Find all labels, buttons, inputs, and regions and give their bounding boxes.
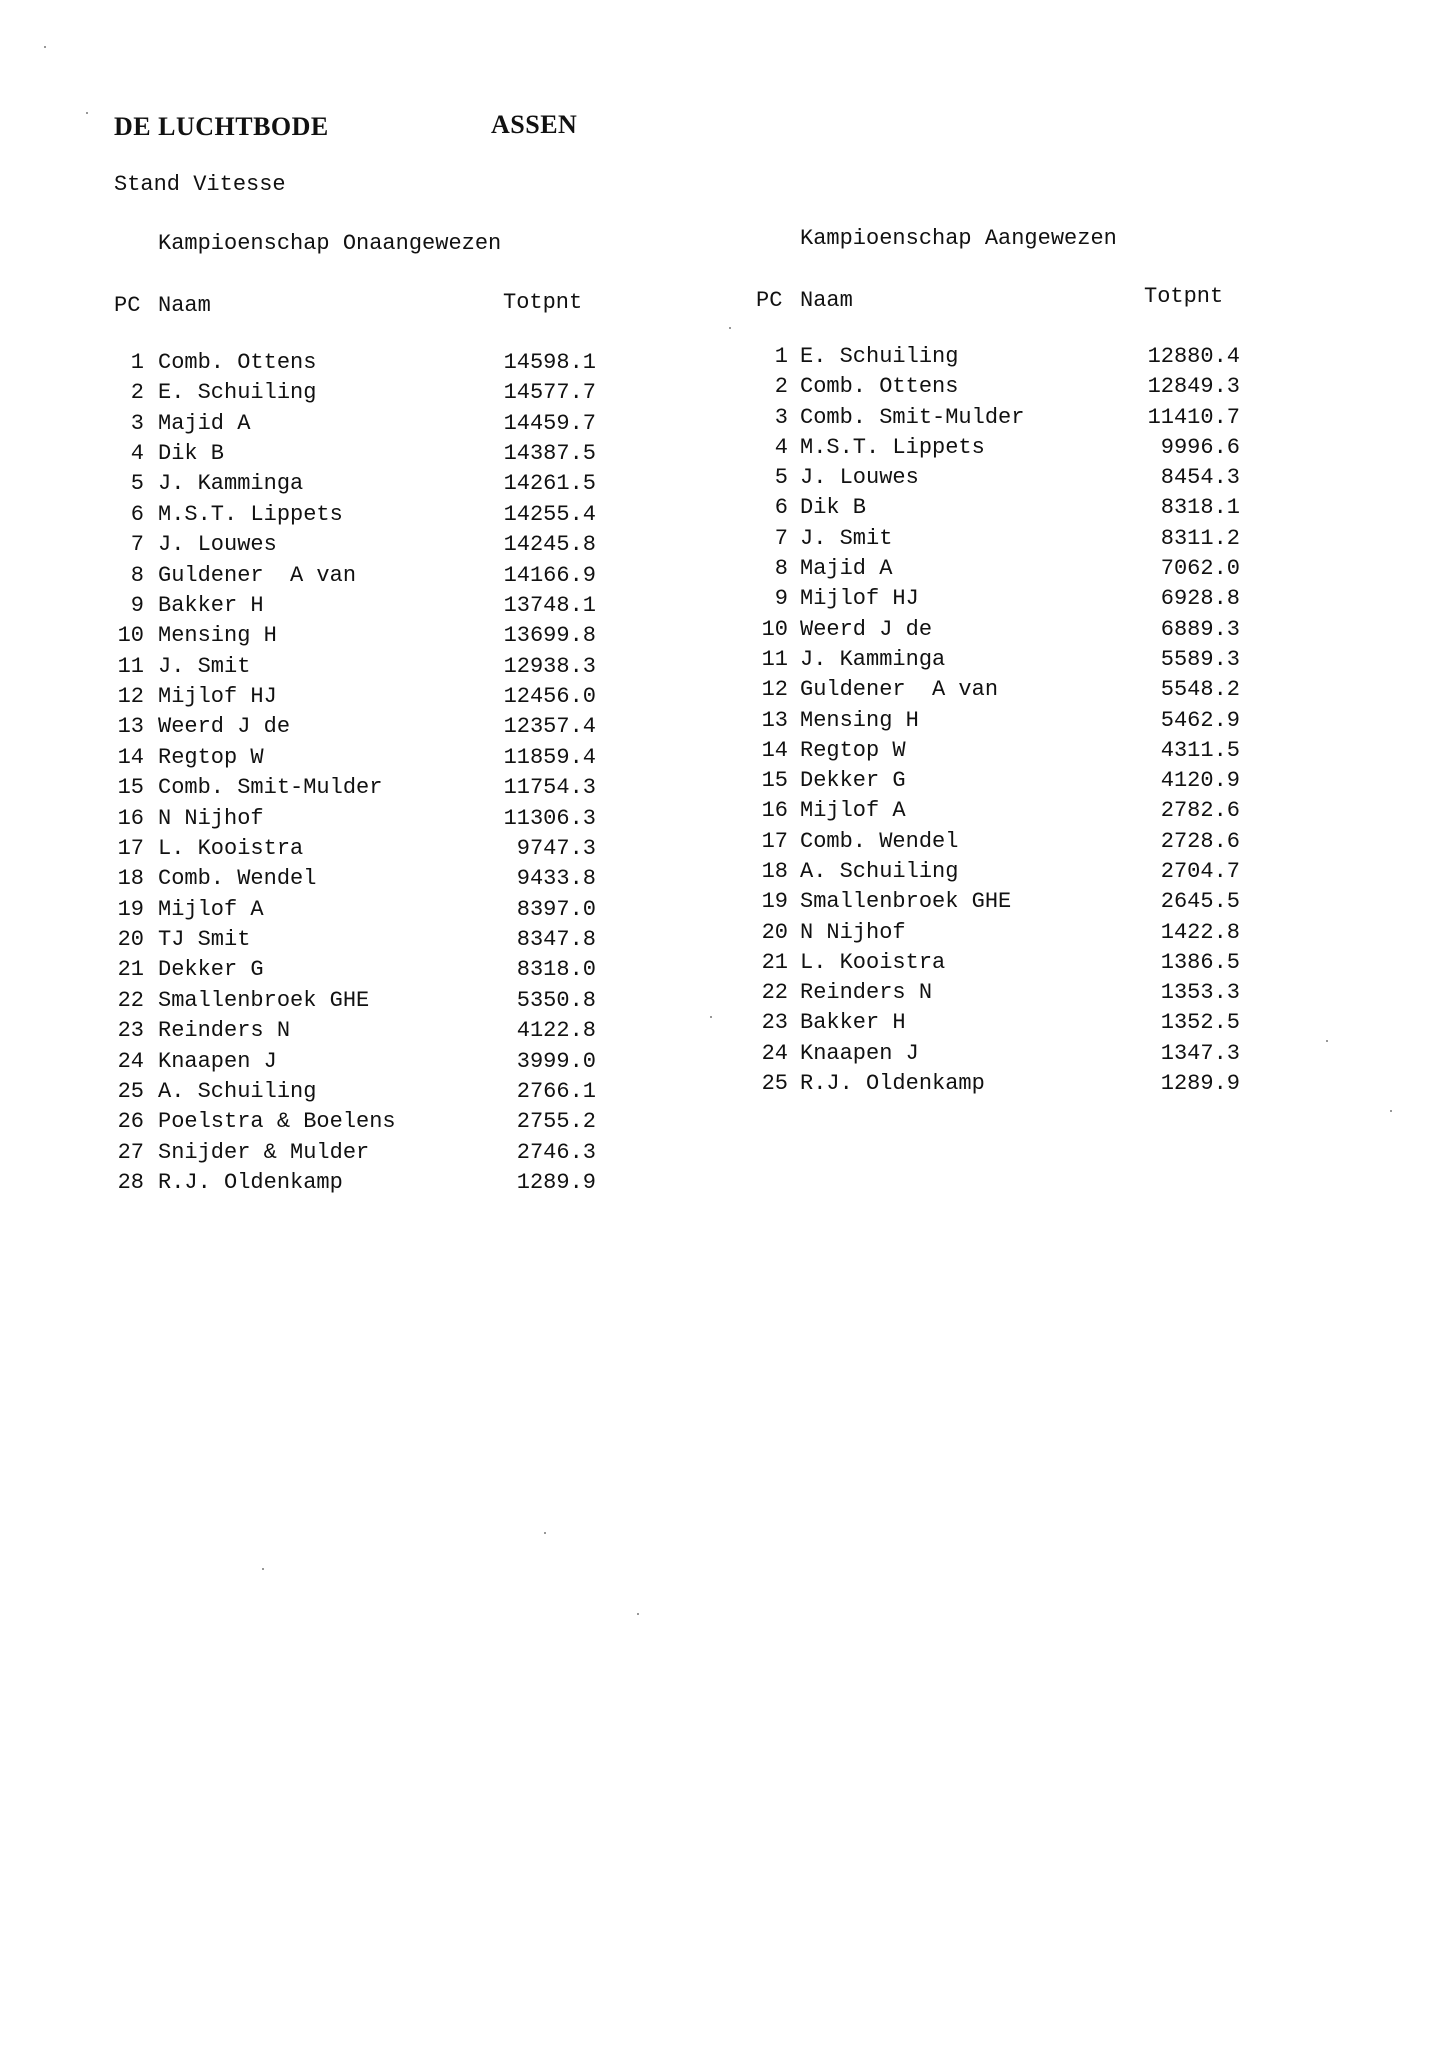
row-points: 13748.1 (503, 592, 596, 618)
row-name: Knaapen J (158, 1048, 277, 1074)
row-name: Mijlof HJ (158, 684, 277, 710)
row-position: 20 (117, 927, 144, 953)
row-name: N Nijhof (158, 805, 264, 831)
row-position: 5 (774, 465, 788, 491)
row-position: 6 (774, 495, 788, 521)
row-points: 8347.8 (516, 927, 596, 953)
row-points: 14459.7 (503, 410, 596, 436)
row-name: Comb. Smit-Mulder (158, 775, 383, 801)
row-position: 1 (130, 350, 144, 375)
row-points: 14261.5 (503, 471, 596, 497)
row-position: 2 (130, 380, 144, 406)
right-col-naam: Naam (800, 288, 853, 313)
row-points: 1289.9 (1160, 1071, 1240, 1096)
row-position: 26 (117, 1109, 144, 1135)
row-points: 8311.2 (1160, 525, 1240, 551)
row-points: 1353.3 (1160, 980, 1240, 1006)
row-points: 14577.7 (503, 380, 596, 406)
row-position: 16 (117, 805, 144, 831)
row-points: 12938.3 (503, 653, 596, 679)
row-name: Mijlof A (800, 798, 906, 824)
row-position: 11 (761, 646, 788, 672)
row-name: Reinders N (158, 1018, 291, 1044)
row-position: 9 (774, 586, 788, 612)
row-points: 2766.1 (516, 1078, 596, 1104)
row-points: 1386.5 (1160, 949, 1240, 975)
row-name: Weerd J de (158, 714, 291, 740)
row-points: 14166.9 (503, 562, 596, 588)
scan-speck (637, 1613, 639, 1615)
row-position: 9 (130, 592, 144, 618)
row-points: 8318.0 (516, 957, 596, 983)
scan-speck (729, 327, 731, 329)
row-points: 9996.6 (1160, 434, 1240, 460)
right-col-totpnt: Totpnt (1144, 284, 1224, 309)
row-points: 12357.4 (503, 714, 596, 740)
row-name: TJ Smit (158, 927, 251, 953)
row-points: 5462.9 (1160, 707, 1240, 733)
row-position: 12 (761, 677, 788, 703)
row-points: 12456.0 (503, 684, 596, 710)
row-position: 8 (774, 556, 788, 582)
row-name: Dekker G (800, 768, 906, 794)
row-position: 19 (117, 896, 144, 922)
row-position: 20 (761, 919, 788, 945)
city-name: ASSEN (491, 110, 578, 139)
scan-speck (262, 1568, 264, 1570)
row-points: 4120.9 (1160, 768, 1240, 794)
row-name: Comb. Wendel (800, 828, 959, 854)
row-position: 11 (117, 653, 144, 679)
row-position: 23 (117, 1018, 144, 1044)
row-position: 19 (761, 889, 788, 915)
row-position: 7 (130, 532, 144, 558)
row-points: 11754.3 (503, 775, 596, 801)
row-position: 18 (117, 866, 144, 892)
scan-speck (544, 1532, 546, 1534)
row-name: Dik B (800, 495, 867, 521)
row-name: Smallenbroek GHE (800, 889, 1012, 915)
left-col-pc: PC (114, 293, 141, 318)
row-name: Comb. Ottens (158, 350, 317, 375)
scan-speck (1326, 1040, 1328, 1042)
row-points: 1289.9 (516, 1170, 596, 1195)
row-name: L. Kooistra (800, 949, 946, 975)
left-col-totpnt: Totpnt (503, 290, 583, 315)
scan-speck (44, 46, 46, 48)
row-position: 24 (761, 1040, 788, 1066)
row-points: 14255.4 (503, 501, 596, 527)
row-name: M.S.T. Lippets (158, 501, 343, 527)
row-position: 3 (774, 404, 788, 430)
row-name: Regtop W (158, 744, 264, 770)
row-position: 24 (117, 1048, 144, 1074)
row-position: 17 (117, 835, 144, 861)
row-name: E. Schuiling (158, 380, 317, 406)
row-points: 7062.0 (1160, 556, 1240, 582)
row-position: 6 (130, 501, 144, 527)
row-points: 8318.1 (1160, 495, 1240, 521)
row-position: 21 (761, 949, 788, 975)
row-position: 3 (130, 410, 144, 436)
row-name: A. Schuiling (158, 1078, 317, 1104)
row-name: Guldener A van (800, 677, 999, 703)
row-name: Snijder & Mulder (158, 1139, 370, 1165)
row-position: 15 (761, 768, 788, 794)
row-position: 2 (774, 374, 788, 400)
row-position: 12 (117, 684, 144, 710)
row-points: 14387.5 (503, 441, 596, 467)
row-position: 10 (117, 623, 144, 649)
scan-speck (710, 1016, 712, 1018)
row-points: 2746.3 (516, 1139, 596, 1165)
row-points: 13699.8 (503, 623, 596, 649)
row-name: J. Louwes (158, 532, 277, 558)
row-position: 16 (761, 798, 788, 824)
row-points: 8454.3 (1160, 465, 1240, 491)
row-name: Regtop W (800, 737, 906, 763)
row-points: 2645.5 (1160, 889, 1240, 915)
row-position: 4 (774, 434, 788, 460)
row-name: Comb. Wendel (158, 866, 317, 892)
row-position: 27 (117, 1139, 144, 1165)
scan-speck (1390, 1110, 1392, 1112)
row-position: 5 (130, 471, 144, 497)
row-name: L. Kooistra (158, 835, 304, 861)
row-position: 25 (761, 1071, 788, 1096)
row-points: 6928.8 (1160, 586, 1240, 612)
row-points: 2782.6 (1160, 798, 1240, 824)
row-name: J. Smit (800, 525, 893, 551)
row-name: A. Schuiling (800, 858, 959, 884)
row-name: Comb. Smit-Mulder (800, 404, 1025, 430)
row-name: Weerd J de (800, 616, 933, 642)
row-position: 23 (761, 1010, 788, 1036)
club-name: DE LUCHTBODE (114, 112, 329, 141)
row-name: J. Louwes (800, 465, 919, 491)
row-points: 9747.3 (516, 835, 596, 861)
row-position: 28 (117, 1170, 144, 1195)
row-position: 18 (761, 858, 788, 884)
row-name: Majid A (800, 556, 893, 582)
left-col-naam: Naam (158, 293, 211, 318)
row-name: E. Schuiling (800, 344, 959, 369)
row-position: 1 (774, 344, 788, 369)
row-points: 11859.4 (503, 744, 596, 770)
row-name: Dik B (158, 441, 225, 467)
row-name: Mijlof A (158, 896, 264, 922)
row-points: 2728.6 (1160, 828, 1240, 854)
row-position: 13 (761, 707, 788, 733)
row-name: Comb. Ottens (800, 374, 959, 400)
row-name: J. Smit (158, 653, 251, 679)
row-points: 1347.3 (1160, 1040, 1240, 1066)
row-name: J. Kamminga (158, 471, 304, 497)
row-position: 22 (761, 980, 788, 1006)
row-position: 22 (117, 987, 144, 1013)
row-points: 3999.0 (516, 1048, 596, 1074)
row-position: 25 (117, 1078, 144, 1104)
row-points: 9433.8 (516, 866, 596, 892)
row-name: N Nijhof (800, 919, 906, 945)
row-position: 15 (117, 775, 144, 801)
row-position: 10 (761, 616, 788, 642)
row-points: 12849.3 (1147, 374, 1240, 400)
row-points: 12880.4 (1147, 344, 1240, 369)
row-name: Smallenbroek GHE (158, 987, 370, 1013)
row-points: 11410.7 (1147, 404, 1240, 430)
subtitle: Stand Vitesse (114, 172, 286, 197)
row-points: 6889.3 (1160, 616, 1240, 642)
row-name: Dekker G (158, 957, 264, 983)
row-points: 14598.1 (503, 350, 596, 375)
row-points: 5548.2 (1160, 677, 1240, 703)
row-position: 14 (117, 744, 144, 770)
row-position: 13 (117, 714, 144, 740)
row-name: Majid A (158, 410, 251, 436)
right-col-pc: PC (756, 288, 783, 313)
row-points: 4311.5 (1160, 737, 1240, 763)
row-name: Reinders N (800, 980, 933, 1006)
row-name: Mijlof HJ (800, 586, 919, 612)
row-position: 7 (774, 525, 788, 551)
left-table-title: Kampioenschap Onaangewezen (158, 231, 502, 256)
row-name: M.S.T. Lippets (800, 434, 985, 460)
row-name: R.J. Oldenkamp (800, 1071, 985, 1096)
row-name: Mensing H (800, 707, 919, 733)
row-points: 2755.2 (516, 1109, 596, 1135)
row-points: 1422.8 (1160, 919, 1240, 945)
row-position: 14 (761, 737, 788, 763)
row-name: R.J. Oldenkamp (158, 1170, 343, 1195)
row-position: 4 (130, 441, 144, 467)
row-name: Mensing H (158, 623, 277, 649)
row-points: 5589.3 (1160, 646, 1240, 672)
row-points: 8397.0 (516, 896, 596, 922)
scan-speck (86, 112, 88, 114)
row-points: 1352.5 (1160, 1010, 1240, 1036)
row-name: Poelstra & Boelens (158, 1109, 396, 1135)
row-name: J. Kamminga (800, 646, 946, 672)
row-points: 4122.8 (516, 1018, 596, 1044)
row-points: 2704.7 (1160, 858, 1240, 884)
row-name: Knaapen J (800, 1040, 919, 1066)
right-table-title: Kampioenschap Aangewezen (800, 226, 1117, 251)
row-points: 11306.3 (503, 805, 596, 831)
row-name: Bakker H (800, 1010, 906, 1036)
row-position: 8 (130, 562, 144, 588)
row-name: Guldener A van (158, 562, 357, 588)
row-name: Bakker H (158, 592, 264, 618)
row-position: 21 (117, 957, 144, 983)
row-points: 14245.8 (503, 532, 596, 558)
row-points: 5350.8 (516, 987, 596, 1013)
row-position: 17 (761, 828, 788, 854)
